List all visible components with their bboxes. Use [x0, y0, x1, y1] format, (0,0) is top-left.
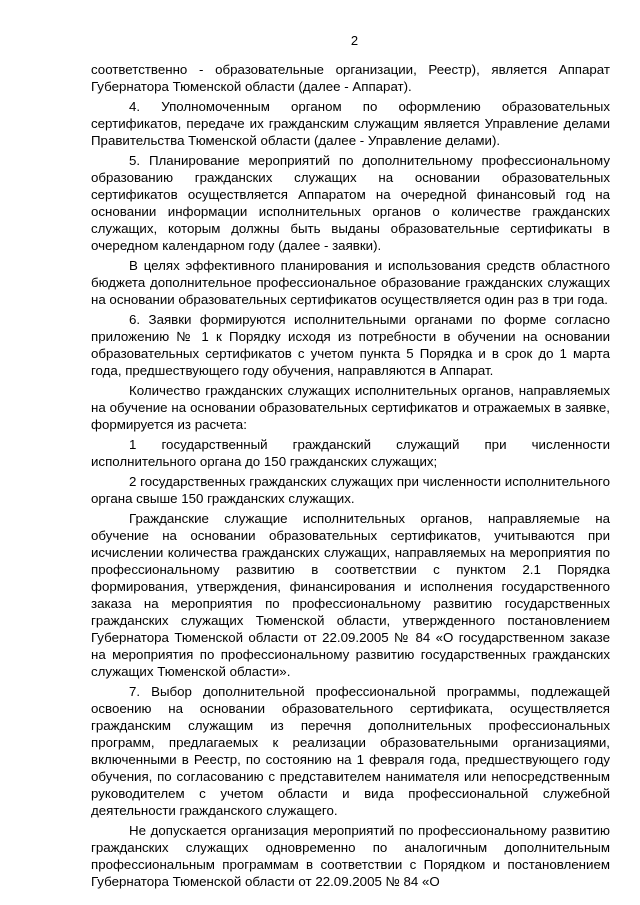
paragraph-item-7: 7. Выбор дополнительной профессиональной программы, подлежащей освоению на основании образовательного сертификата, осуществляется гражданским служащим из перечня дополнительных профессиональных программ, предлагаемых к реализации образовательными организациями, включенными в Реестр, по состоянию на 1 февраля года, предшествующего году обучения, по согласованию с представителем нанимателя или непосредственным руководителем с учетом области и вида профессиональной служебной деятельности гражданского служащего. — [91, 684, 610, 818]
paragraph-accounting: Гражданские служащие исполнительных органов, направляемые на обучение на основании образовательных сертификатов, учитываются при исчислении количества гражданских служащих, направляемых на мероприятия по профессиональному развитию в соответствии с пунктом 2.1 Порядка формирования, утверждения, финансирования и исполнения государственного заказа на мероприятия по профессиональному развитию государственных гражданских служащих Тюменской области, утвержденного постановлением Губернатора Тюменской области от 22.09.2005 № 84 «О государственном заказе на мероприятия по профессиональному развитию государственных гражданских служащих Тюменской области». — [91, 511, 610, 679]
paragraph-item-6: 6. Заявки формируются исполнительными органами по форме согласно приложению № 1 к Порядку исходя из потребности в обучении на основании образовательных сертификатов с учетом пункта 5 Порядка и в срок до 1 марта года, предшествующего году обучения, направляются в Аппарат. — [91, 312, 610, 378]
paragraph-quota-up-to-150: 1 государственный гражданский служащий при численности исполнительного органа до 150 гражданских служащих; — [91, 437, 610, 469]
paragraph-prohibition: Не допускается организация мероприятий по профессиональному развитию гражданских служащих одновременно по аналогичным дополнительным профессиональным программам в соответствии с Порядком и постановлением Губернатора Тюменской области от 22.09.2005 № 84 «О — [91, 823, 610, 889]
document-body — [91, 61, 610, 890]
page-number: 2 — [350, 33, 359, 48]
paragraph-item-5: 5. Планирование мероприятий по дополнительному профессиональному образованию гражданских служащих на основании образовательных сертификатов осуществляется Аппаратом на очередной финансовый год на основании информации исполнительных органов о количестве гражданских служащих, которым должны быть выданы образовательные сертификаты в очередном календарном году (далее - заявки). — [91, 153, 610, 253]
paragraph-quota-intro: Количество гражданских служащих исполнительных органов, направляемых на обучение на основании образовательных сертификатов и отражаемых в заявке, формируется из расчета: — [91, 383, 610, 432]
paragraph-item-4: 4. Уполномоченным органом по оформлению образовательных сертификатов, передаче их гражданским служащим является Управление делами Правительства Тюменской области (далее - Управление делами). — [91, 99, 610, 148]
paragraph-quota-over-150: 2 государственных гражданских служащих при численности исполнительного органа свыше 150 гражданских служащих. — [91, 474, 610, 506]
paragraph-continuation: соответственно - образовательные организации, Реестр), является Аппарат Губернатора Тюменской области (далее - Аппарат). — [91, 62, 610, 94]
paragraph-planning-frequency: В целях эффективного планирования и использования средств областного бюджета дополнительное профессиональное образование гражданских служащих на основании образовательных сертификатов осуществляется один раз в три года. — [91, 258, 610, 307]
